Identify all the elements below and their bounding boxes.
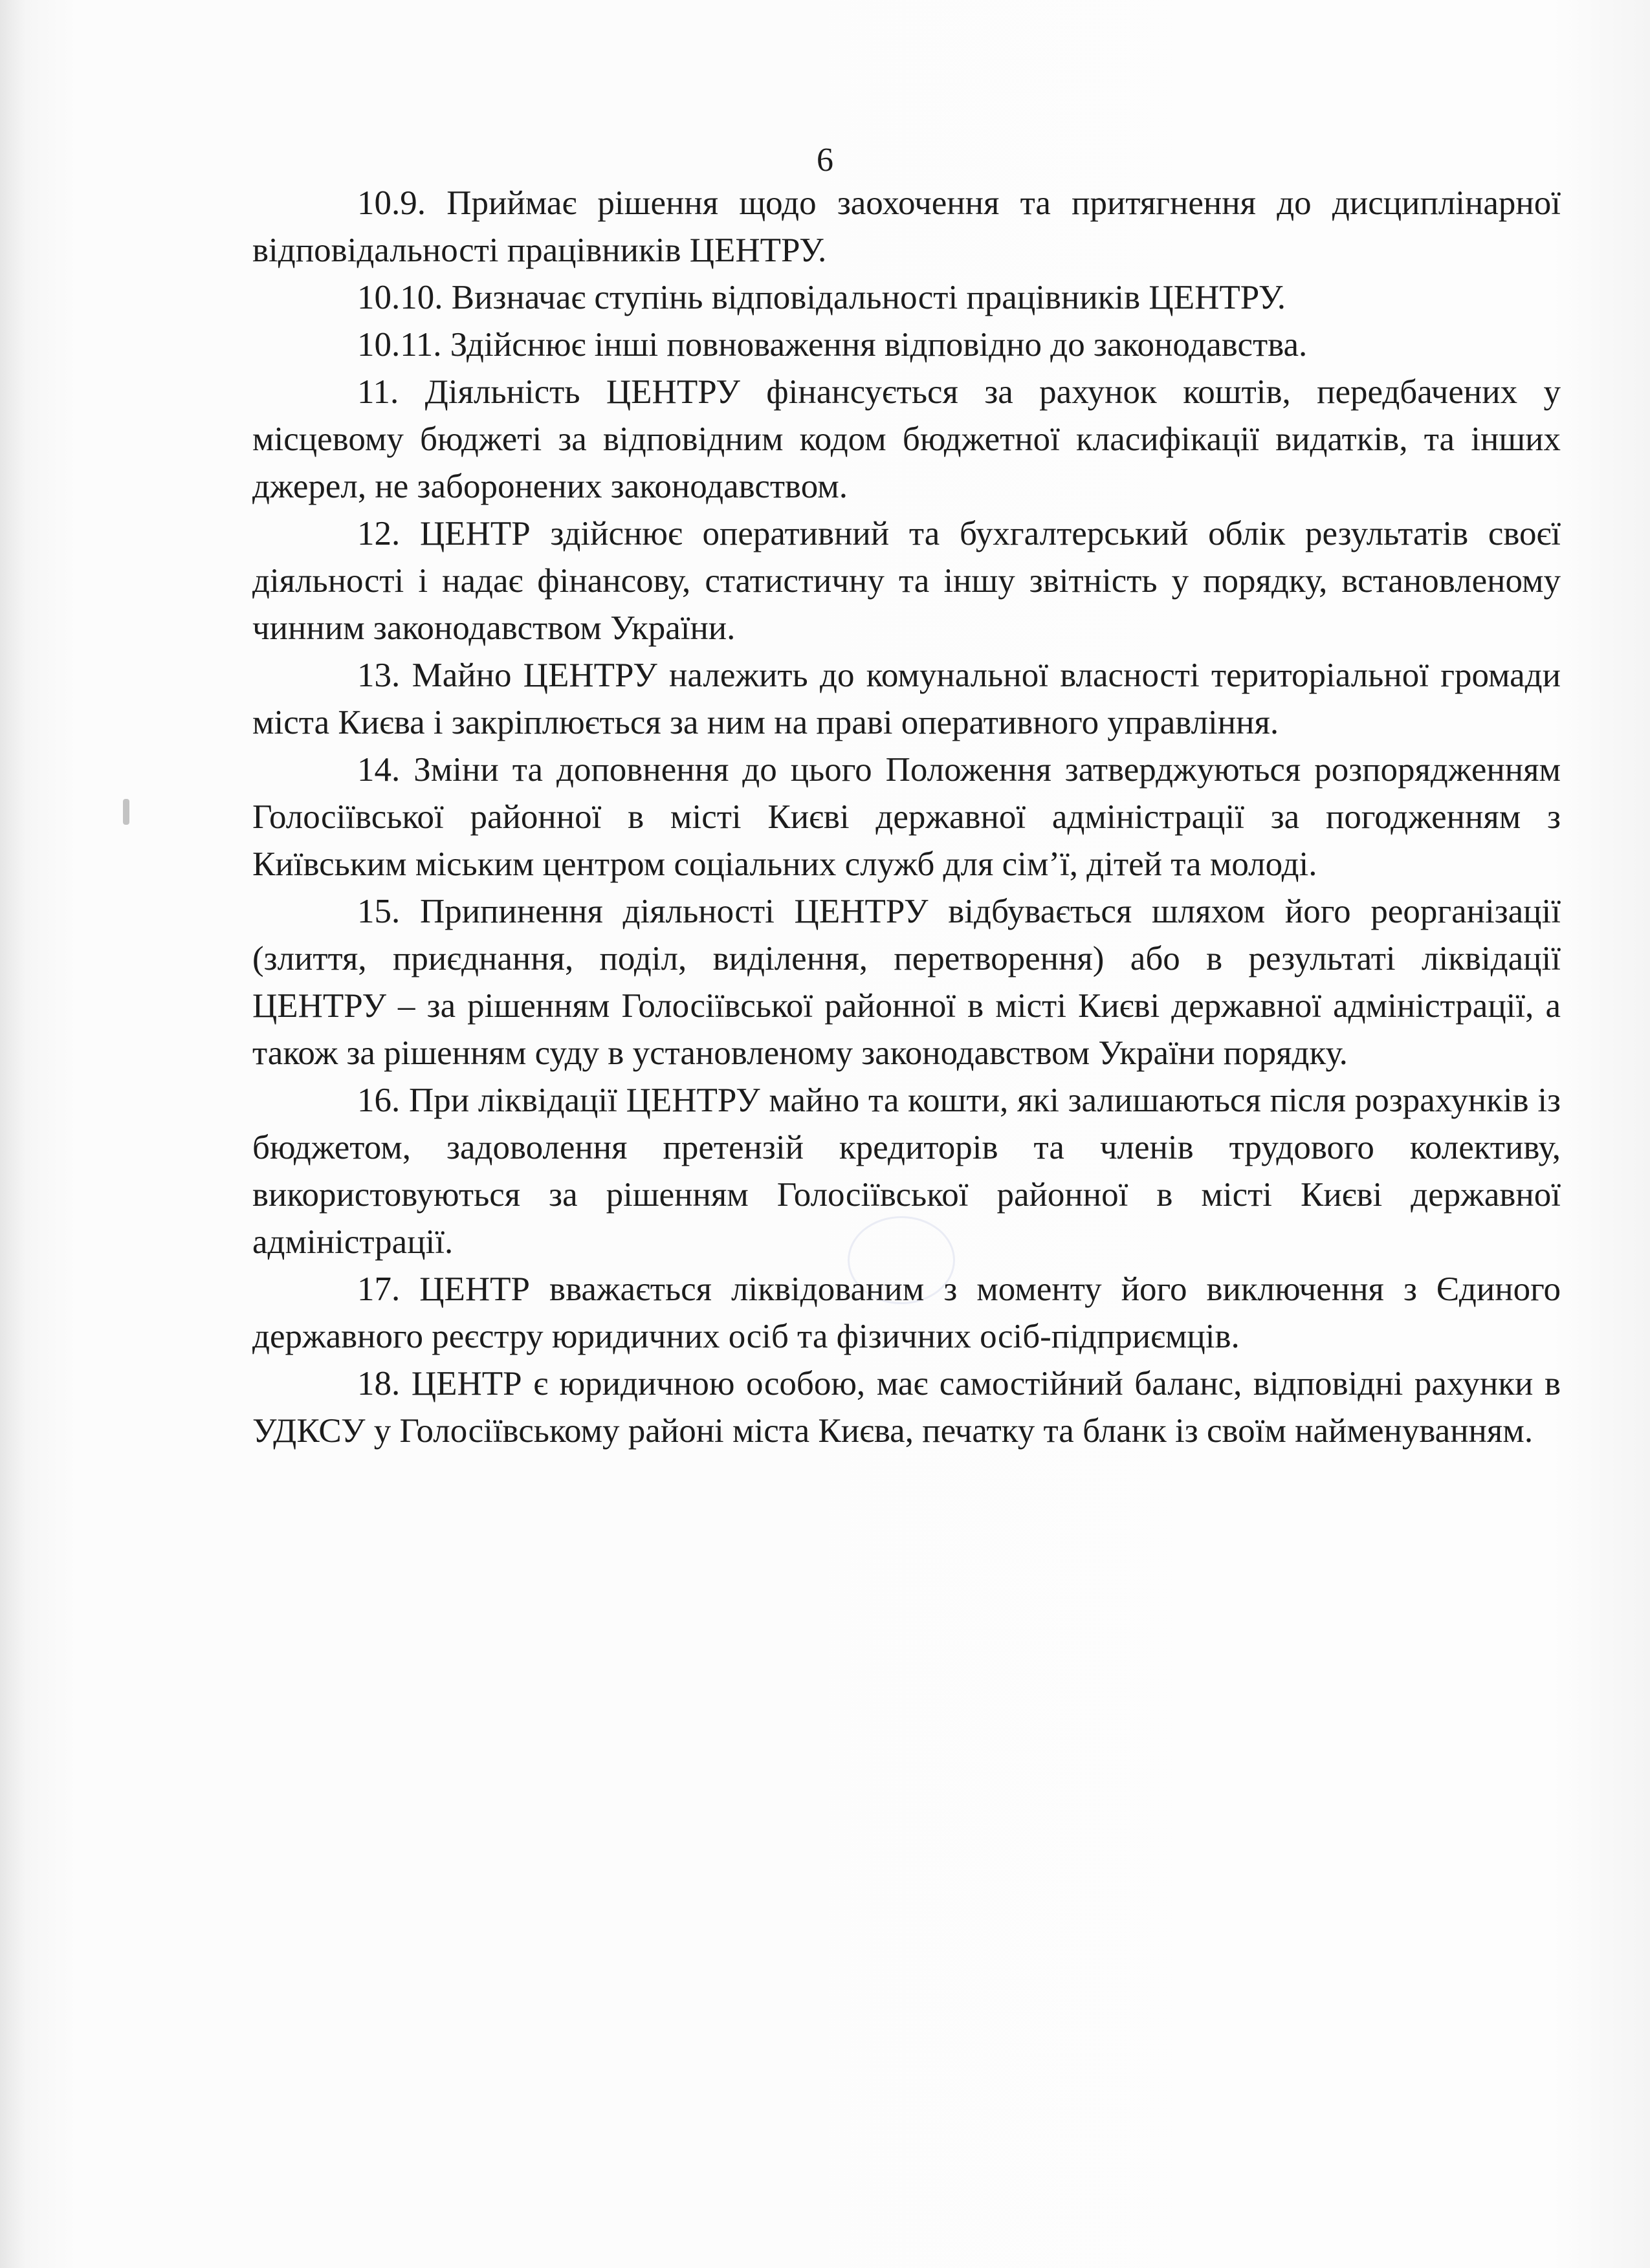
paragraph-14: 14. Зміни та доповнення до цього Положення затверджуються розпорядженням Голосіївської районної в місті Києві державної адміністрації за погодженням з Київським міським центром соціальних служб для сім’ї, дітей та молоді. bbox=[252, 751, 1561, 883]
page-number: 6 bbox=[817, 142, 833, 179]
paragraph-17: 17. ЦЕНТР вважається ліквідованим з моменту його виключення з Єдиного державного реєстру юридичних осіб та фізичних осіб-підприємців. bbox=[252, 1270, 1561, 1355]
document-body bbox=[252, 180, 1561, 1455]
paragraph-10-10: 10.10. Визначає ступінь відповідальності працівників ЦЕНТРУ. bbox=[357, 279, 1286, 316]
paragraph-15: 15. Припинення діяльності ЦЕНТРУ відбувається шляхом його реорганізації (злиття, приєднання, поділ, виділення, перетворення) або в результаті ліквідації ЦЕНТРУ – за рішенням Голосіївської районної в місті Києві державної адміністрації, а також за рішенням суду в установленому законодавством України порядку. bbox=[252, 893, 1561, 1072]
paragraph-10-9: 10.9. Приймає рішення щодо заохочення та притягнення до дисциплінарної відповідальності працівників ЦЕНТРУ. bbox=[252, 184, 1561, 269]
binding-hole-mark bbox=[123, 799, 129, 825]
paragraph-13: 13. Майно ЦЕНТРУ належить до комунальної власності територіальної громади міста Києва і закріплюється за ним на праві оперативного управління. bbox=[252, 657, 1561, 741]
paragraph-12: 12. ЦЕНТР здійснює оперативний та бухгалтерський облік результатів своєї діяльності і надає фінансову, статистичну та іншу звітність у порядку, встановленому чинним законодавством України. bbox=[252, 515, 1561, 647]
paragraph-11: 11. Діяльність ЦЕНТРУ фінансується за рахунок коштів, передбачених у місцевому бюджеті за відповідним кодом бюджетної класифікації видатків, та інших джерел, не заборонених законодавством. bbox=[252, 373, 1561, 505]
paragraph-16: 16. При ліквідації ЦЕНТРУ майно та кошти, які залишаються після розрахунків із бюджетом, задоволення претензій кредиторів та членів трудового колективу, використовуються за рішенням Голосіївської районної в місті Києві державної адміністрації. bbox=[252, 1082, 1561, 1261]
paragraph-18: 18. ЦЕНТР є юридичною особою, має самостійний баланс, відповідні рахунки в УДКСУ у Голосіївському районі міста Києва, печатку та бланк із своїм найменуванням. bbox=[252, 1365, 1561, 1450]
paragraph-10-11: 10.11. Здійснює інші повноваження відповідно до законодавства. bbox=[357, 326, 1308, 364]
